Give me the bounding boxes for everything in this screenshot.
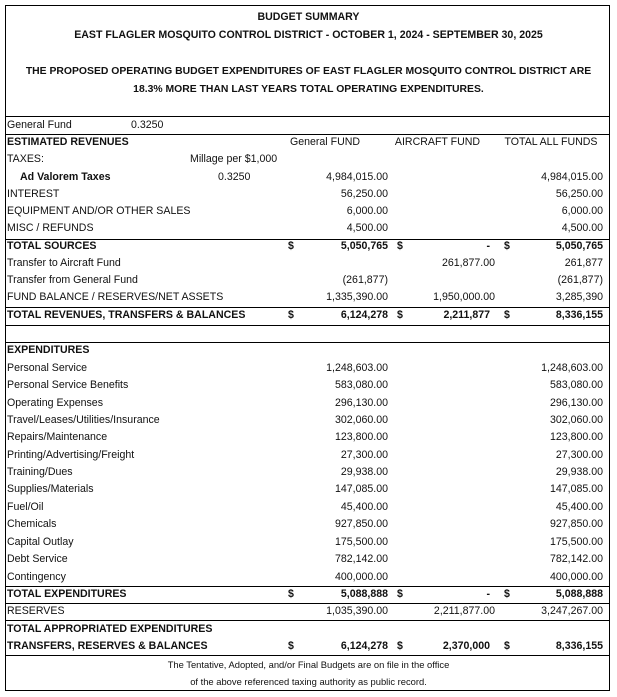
total-revenues-general: 6,124,278	[340, 309, 388, 321]
table-row-label: Personal Service Benefits	[7, 379, 129, 391]
general-value: 1,335,390.00	[326, 291, 388, 303]
table-row-label: Transfer from General Fund	[7, 274, 138, 286]
total-value: 56,250.00	[555, 188, 603, 200]
table-row-label: Personal Service	[7, 362, 88, 374]
total-expenditures-label: TOTAL EXPENDITURES	[7, 588, 127, 600]
total-sources-aircraft: -	[486, 240, 490, 252]
general-value: 29,938.00	[340, 466, 388, 478]
reserves-general: 1,035,390.00	[326, 605, 388, 617]
table-row-label: Capital Outlay	[7, 536, 74, 548]
intro-line-2: 18.3% MORE THAN LAST YEARS TOTAL OPERATING EXPENDITURES.	[133, 84, 484, 95]
section-expenditures: EXPENDITURES	[7, 344, 90, 356]
total-appropriated-aircraft: 2,370,000	[442, 640, 490, 652]
total-value: 1,248,603.00	[541, 362, 603, 374]
total-value: 400,000.00	[549, 571, 603, 583]
aircraft-value: 1,950,000.00	[433, 291, 495, 303]
divider	[5, 325, 610, 326]
total-appropriated-general: 6,124,278	[340, 640, 388, 652]
dollar-sign: $	[397, 240, 403, 252]
total-value: 4,984,015.00	[541, 171, 603, 183]
total-value: 29,938.00	[555, 466, 603, 478]
column-aircraft-fund: AIRCRAFT FUND	[394, 136, 481, 148]
table-row-label: EQUIPMENT AND/OR OTHER SALES	[7, 205, 191, 217]
dollar-sign: $	[288, 588, 294, 600]
table-row-label: Fuel/Oil	[7, 501, 44, 513]
general-fund-label: General Fund	[7, 119, 72, 131]
section-estimated-revenues: ESTIMATED REVENUES	[7, 136, 129, 148]
dollar-sign: $	[288, 240, 294, 252]
table-row-label: Transfer to Aircraft Fund	[7, 257, 121, 269]
table-row-label: Training/Dues	[7, 466, 73, 478]
general-value: 1,248,603.00	[326, 362, 388, 374]
total-value: 27,300.00	[555, 449, 603, 461]
dollar-sign: $	[397, 588, 403, 600]
table-row-label: Printing/Advertising/Freight	[7, 449, 135, 461]
footer-line-1: The Tentative, Adopted, and/or Final Budgets are on file in the office	[167, 659, 450, 670]
table-row-label: Contingency	[7, 571, 66, 583]
total-value: 261,877	[564, 257, 603, 269]
general-value: 302,060.00	[334, 414, 388, 426]
table-row-label: Travel/Leases/Utilities/Insurance	[7, 414, 160, 426]
general-value: 296,130.00	[334, 397, 388, 409]
taxes-label: TAXES:	[7, 153, 44, 165]
ad-valorem-rate: 0.3250	[218, 171, 251, 183]
table-row-label: Debt Service	[7, 553, 68, 565]
total-appropriated-label: TOTAL APPROPRIATED EXPENDITURES	[7, 623, 213, 635]
total-value: (261,877)	[557, 274, 603, 286]
total-revenues-label: TOTAL REVENUES, TRANSFERS & BALANCES	[7, 309, 246, 321]
total-expenditures-aircraft: -	[486, 588, 490, 600]
total-value: 927,850.00	[549, 518, 603, 530]
total-appropriated-label-2: TRANSFERS, RESERVES & BALANCES	[7, 640, 208, 652]
table-row-label: Chemicals	[7, 518, 57, 530]
dollar-sign: $	[504, 588, 510, 600]
total-value: 175,500.00	[549, 536, 603, 548]
total-sources-total: 5,050,765	[555, 240, 603, 252]
general-value: 6,000.00	[346, 205, 388, 217]
total-revenues-aircraft: 2,211,877	[443, 309, 490, 321]
table-row-label: Operating Expenses	[7, 397, 103, 409]
document-subtitle: EAST FLAGLER MOSQUITO CONTROL DISTRICT - OCTOBER 1, 2024 - SEPTEMBER 30, 2025	[74, 29, 543, 41]
general-fund-rate: 0.3250	[131, 119, 164, 131]
table-row-label: Ad Valorem Taxes	[20, 171, 111, 183]
general-value: 400,000.00	[334, 571, 388, 583]
general-value: 27,300.00	[340, 449, 388, 461]
total-value: 45,400.00	[555, 501, 603, 513]
total-revenues-total: 8,336,155	[555, 309, 603, 321]
document-title: BUDGET SUMMARY	[257, 11, 360, 23]
total-value: 296,130.00	[549, 397, 603, 409]
dollar-sign: $	[288, 640, 294, 652]
total-expenditures-general: 5,088,888	[340, 588, 388, 600]
total-value: 6,000.00	[561, 205, 603, 217]
general-value: 123,800.00	[334, 431, 388, 443]
dollar-sign: $	[504, 640, 510, 652]
total-appropriated-total: 8,336,155	[555, 640, 603, 652]
table-row-label: Supplies/Materials	[7, 483, 94, 495]
dollar-sign: $	[397, 309, 403, 321]
table-row-label: FUND BALANCE / RESERVES/NET ASSETS	[7, 291, 224, 303]
general-value: 4,984,015.00	[326, 171, 388, 183]
intro-line-1: THE PROPOSED OPERATING BUDGET EXPENDITURES OF EAST FLAGLER MOSQUITO CONTROL DISTRICT ARE	[25, 66, 592, 77]
total-value: 302,060.00	[549, 414, 603, 426]
divider	[5, 620, 610, 621]
general-value: 147,085.00	[334, 483, 388, 495]
total-value: 3,285,390	[555, 291, 603, 303]
dollar-sign: $	[504, 240, 510, 252]
general-value: 56,250.00	[340, 188, 388, 200]
table-row-label: MISC / REFUNDS	[7, 222, 94, 234]
general-value: 175,500.00	[334, 536, 388, 548]
divider	[5, 655, 610, 656]
divider	[5, 116, 610, 117]
general-value: 583,080.00	[334, 379, 388, 391]
divider	[5, 342, 610, 343]
dollar-sign: $	[504, 309, 510, 321]
footer-line-2: of the above referenced taxing authority as public record.	[190, 676, 427, 687]
table-row-label: Repairs/Maintenance	[7, 431, 108, 443]
dollar-sign: $	[288, 309, 294, 321]
total-value: 123,800.00	[549, 431, 603, 443]
reserves-total: 3,247,267.00	[541, 605, 603, 617]
general-value: 4,500.00	[346, 222, 388, 234]
total-value: 4,500.00	[561, 222, 603, 234]
total-sources-label: TOTAL SOURCES	[7, 240, 97, 252]
general-value: (261,877)	[342, 274, 388, 286]
general-value: 782,142.00	[334, 553, 388, 565]
total-value: 782,142.00	[549, 553, 603, 565]
reserves-label: RESERVES	[7, 605, 65, 617]
aircraft-value: 261,877.00	[441, 257, 495, 269]
total-sources-general: 5,050,765	[340, 240, 388, 252]
total-expenditures-total: 5,088,888	[555, 588, 603, 600]
table-row-label: INTEREST	[7, 188, 60, 200]
general-value: 927,850.00	[334, 518, 388, 530]
column-general-fund: General FUND	[289, 136, 361, 148]
total-value: 147,085.00	[549, 483, 603, 495]
column-total-all-funds: TOTAL ALL FUNDS	[504, 136, 598, 148]
total-value: 583,080.00	[549, 379, 603, 391]
reserves-aircraft: 2,211,877.00	[433, 605, 495, 617]
millage-label: Millage per $1,000	[190, 153, 278, 165]
general-value: 45,400.00	[340, 501, 388, 513]
dollar-sign: $	[397, 640, 403, 652]
